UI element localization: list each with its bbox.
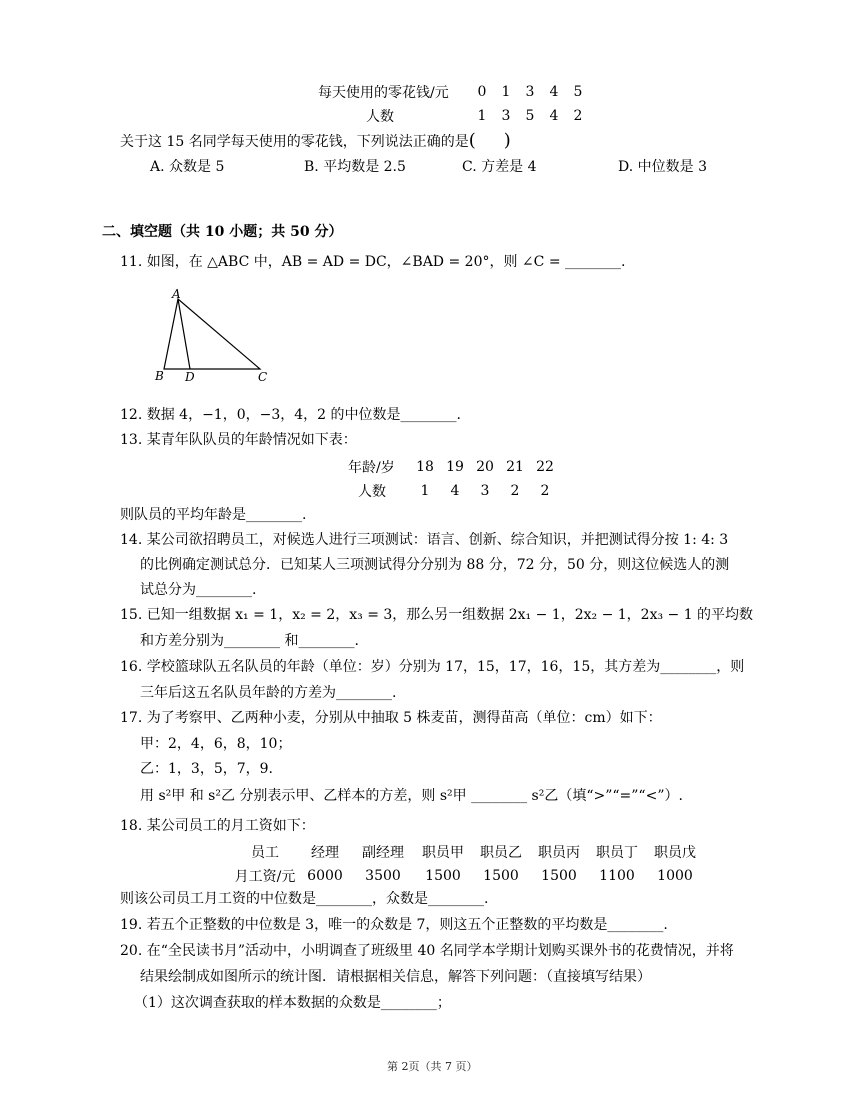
table-cell: 1500 [541, 868, 577, 884]
q17-line1: 17. 为了考察甲、乙两种小麦，分别从中抽取 5 株麦苗，测得苗高（单位：cm）如下： [120, 710, 662, 726]
q12-text: 12. 数据 4，−1，0，−3，4，2 的中位数是________. [120, 407, 461, 423]
table-cell: 月工资/元 [234, 869, 296, 885]
table-row [318, 104, 590, 128]
q13-table [348, 455, 560, 503]
q17-line4: 用 s²甲 和 s²乙 分别表示甲、乙样本的方差，则 s²甲 ________ s²乙（填“>”“=”“<”）. [140, 788, 683, 804]
table-cell: 1 [420, 483, 430, 499]
q15-line1: 15. 已知一组数据 x₁ = 1，x₂ = 2，x₃ = 3，那么另一组数据 2x₁ − 1，2x₂ − 1，2x₃ − 1 的平均数 [120, 607, 754, 623]
table-cell: 人数 [358, 484, 386, 500]
table-row [232, 864, 704, 888]
table-cell: 6000 [307, 868, 343, 884]
label-d: D [185, 370, 195, 384]
table-cell: 18 [416, 459, 434, 475]
table-cell: 职员丁 [596, 845, 638, 861]
table-cell: 19 [446, 459, 464, 475]
q10-option-b: B. 平均数是 2.5 [304, 159, 406, 175]
q18-text: 18. 某公司员工的月工资如下： [120, 818, 315, 834]
table-cell: 人数 [366, 109, 394, 125]
q20-line1: 20. 在“全民读书月”活动中，小明调查了班级里 40 名同学本学期计划购买课外书的花费情况，并将 [120, 943, 734, 959]
label-a: A [172, 287, 181, 301]
table-cell: 1 [501, 84, 511, 100]
q20-line2: 结果绘制成如图所示的统计图．请根据相关信息，解答下列问题：（直接填写结果） [140, 969, 651, 985]
table-row [232, 840, 704, 864]
table-cell: 20 [476, 459, 494, 475]
table-cell: 职员丙 [538, 845, 580, 861]
q13-text: 13. 某青年队队员的年龄情况如下表： [120, 432, 357, 448]
table-cell: 5 [525, 108, 535, 124]
table-cell: 2 [510, 483, 520, 499]
table-cell: 4 [549, 108, 559, 124]
label-b: B [155, 369, 164, 383]
table-row [348, 479, 560, 503]
table-cell: 22 [536, 459, 554, 475]
table-cell: 职员乙 [480, 845, 522, 861]
q19-text: 19. 若五个正整数的中位数是 3，唯一的众数是 7，则这五个正整数的平均数是________. [120, 917, 668, 933]
q10-option-d: D. 中位数是 3 [618, 159, 707, 175]
table-cell: 年龄/岁 [348, 460, 395, 476]
page-footer: 第 2页（共 7 页） [387, 1060, 478, 1073]
q13-after: 则队员的平均年龄是________. [120, 507, 307, 523]
table-cell: 1 [477, 108, 487, 124]
table-cell: 员工 [251, 845, 279, 861]
table-row [318, 80, 590, 104]
q10-option-a: A. 众数是 5 [150, 159, 225, 175]
q15-line2: 和方差分别为________ 和________. [140, 633, 359, 649]
table-cell: 3 [525, 84, 535, 100]
q17-line3: 乙：1，3，5，7，9. [140, 761, 273, 777]
answer-paren: ( ) [468, 130, 511, 151]
table-cell: 每天使用的零花钱/元 [318, 85, 449, 101]
table-cell: 2 [540, 483, 550, 499]
table-cell: 3 [501, 108, 511, 124]
q17-line2: 甲：2，4，6，8，10； [140, 736, 292, 752]
table-cell: 5 [573, 84, 583, 100]
label-c: C [258, 370, 268, 384]
table-row [348, 455, 560, 479]
q14-line2: 的比例确定测试总分．已知某人三项测试得分分别为 88 分，72 分，50 分，则这位候选人的测 [140, 557, 730, 573]
q18-after: 则该公司员工月工资的中位数是________，众数是________. [120, 891, 489, 907]
table-cell: 1100 [599, 868, 635, 884]
triangle-figure [150, 285, 280, 385]
q10-table [318, 80, 590, 128]
table-cell: 经理 [311, 845, 339, 861]
table-cell: 4 [450, 483, 460, 499]
q10-option-c: C. 方差是 4 [462, 159, 537, 175]
table-cell: 21 [506, 459, 524, 475]
table-cell: 1500 [483, 868, 519, 884]
table-cell: 3500 [365, 868, 401, 884]
table-cell: 1000 [657, 868, 693, 884]
q11-text: 11. 如图，在 △ABC 中，AB = AD = DC，∠BAD = 20°，则 ∠C = ________. [120, 254, 626, 270]
q14-line3: 试总分为________. [140, 582, 257, 598]
q18-table [232, 840, 704, 888]
q16-line2: 三年后这五名队员年龄的方差为________. [140, 685, 397, 701]
table-cell: 职员戊 [654, 845, 696, 861]
table-cell: 副经理 [362, 845, 404, 861]
table-cell: 职员甲 [422, 845, 464, 861]
q16-line1: 16. 学校篮球队五名队员的年龄（单位：岁）分别为 17，15，17，16，15，其方差为________，则 [120, 659, 745, 675]
table-cell: 2 [573, 108, 583, 124]
table-cell: 1500 [425, 868, 461, 884]
section-title: 二、填空题（共 10 小题；共 50 分） [102, 224, 343, 240]
table-cell: 0 [477, 84, 487, 100]
q20-line3: （1）这次调查获取的样本数据的众数是________； [134, 995, 451, 1011]
table-cell: 4 [549, 84, 559, 100]
q10-stem-text: 关于这 15 名同学每天使用的零花钱，下列说法正确的是 [120, 134, 469, 150]
q14-line1: 14. 某公司欲招聘员工，对候选人进行三项测试：语言、创新、综合知识，并把测试得分按 1: 4: 3 [120, 532, 729, 548]
table-cell: 3 [480, 483, 490, 499]
q10-stem [120, 130, 511, 153]
